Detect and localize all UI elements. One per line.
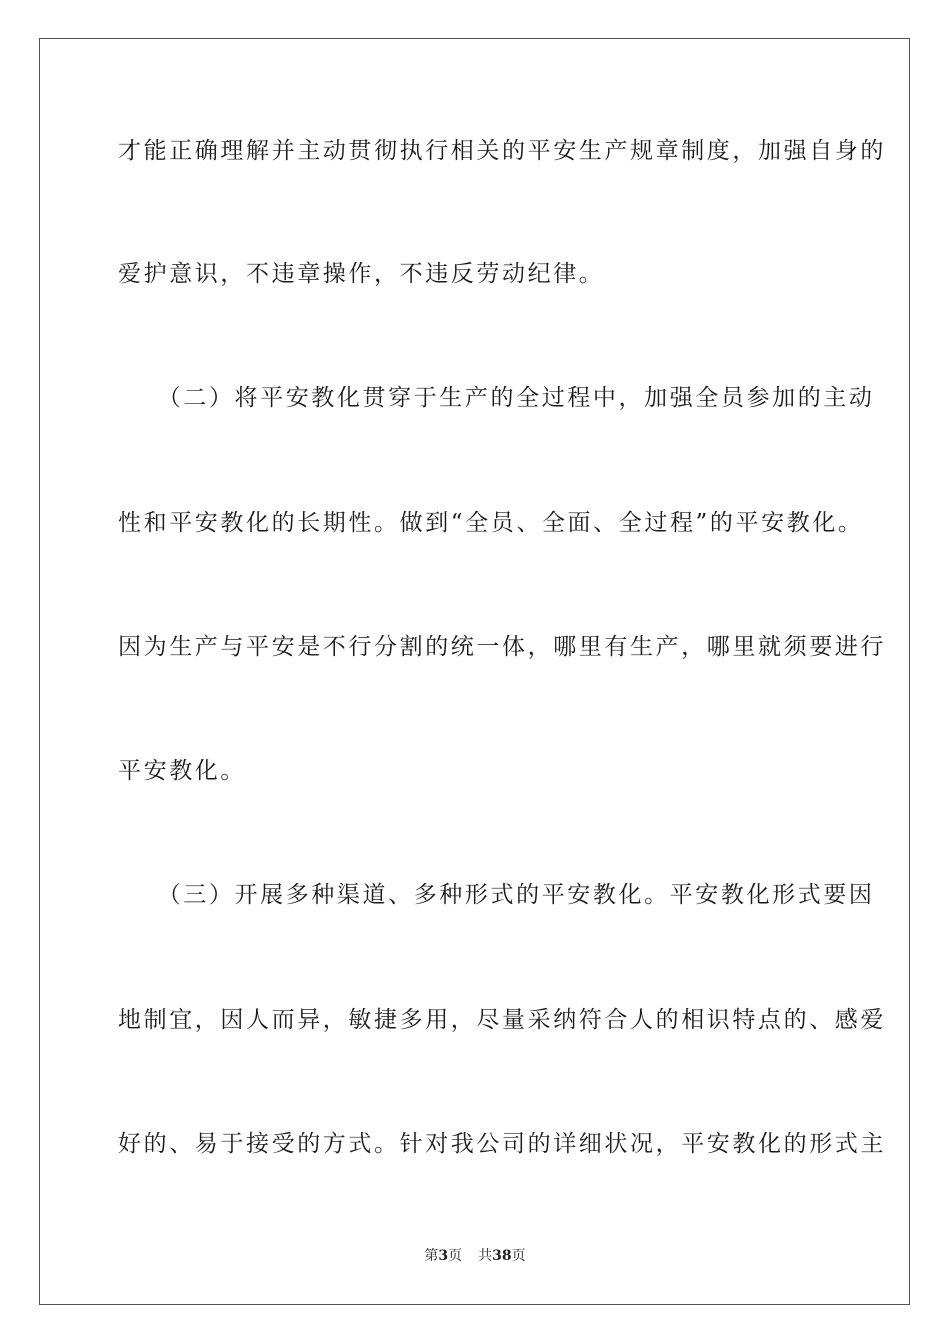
page-prefix: 第 xyxy=(424,1248,439,1264)
total-prefix: 共 xyxy=(478,1248,493,1264)
body-text-line: 平安教化。 xyxy=(118,758,246,784)
total-suffix: 页 xyxy=(511,1248,526,1264)
page-footer xyxy=(0,1247,950,1265)
page-border xyxy=(39,38,910,1305)
page-suffix: 页 xyxy=(448,1248,463,1264)
body-text-line: 好的、易于接受的方式。针对我公司的详细状况，平安教化的形式主 xyxy=(118,1131,886,1157)
body-text-line: 才能正确理解并主动贯彻执行相关的平安生产规章制度，加强自身的 xyxy=(118,138,886,164)
body-text-line: 性和平安教化的长期性。做到“全员、全面、全过程”的平安教化。 xyxy=(118,510,864,536)
total-pages: 38 xyxy=(492,1248,512,1264)
body-text-line: 地制宜，因人而异，敏捷多用，尽量采纳符合人的相识特点的、感爱 xyxy=(118,1007,886,1033)
body-text-line: 因为生产与平安是不行分割的统一体，哪里有生产，哪里就须要进行 xyxy=(118,634,886,660)
body-text-line: （二）将平安教化贯穿于生产的全过程中，加强全员参加的主动 xyxy=(118,385,875,411)
body-text-line: 爱护意识，不违章操作，不违反劳动纪律。 xyxy=(118,261,605,287)
body-text-line: （三）开展多种渠道、多种形式的平安教化。平安教化形式要因 xyxy=(118,882,875,908)
page-number: 3 xyxy=(438,1248,449,1264)
